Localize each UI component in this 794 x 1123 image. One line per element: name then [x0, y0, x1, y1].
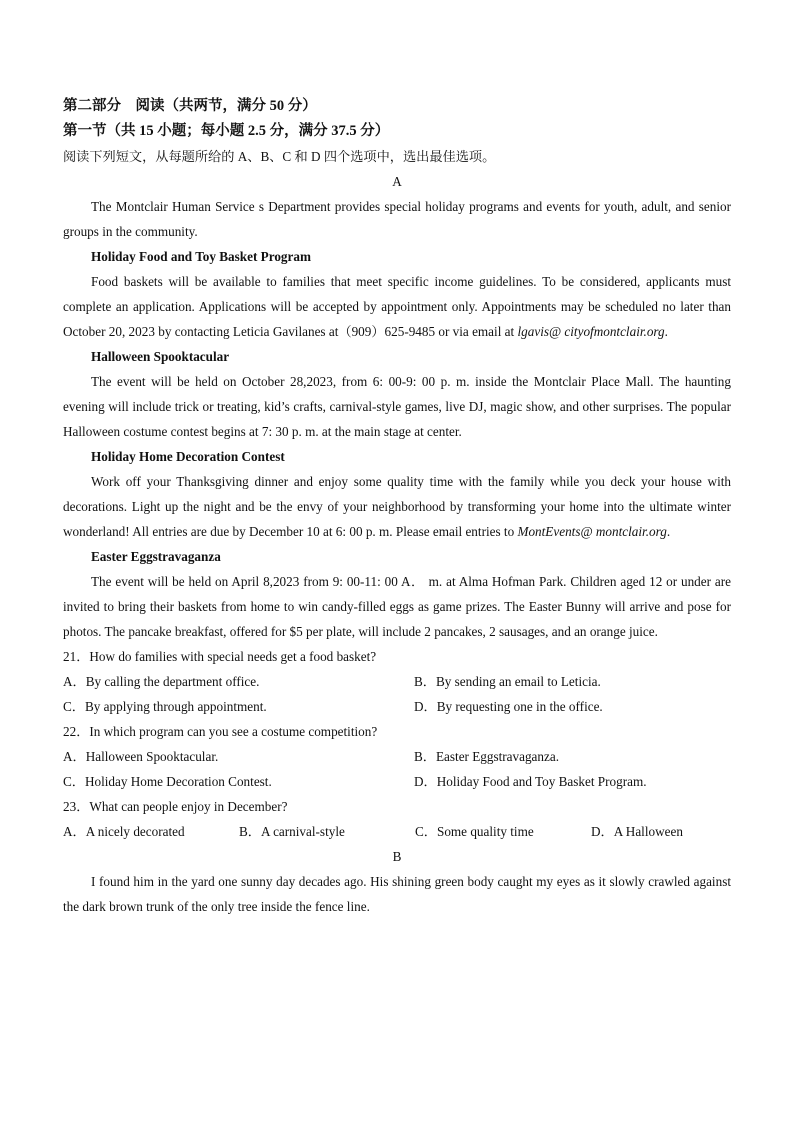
option-23-c: C．Some quality time — [415, 824, 534, 839]
option-21-d: D．By requesting one in the office. — [414, 699, 603, 714]
program-heading-decoration: Holiday Home Decoration Contest — [91, 449, 285, 464]
program-text-easter: The event will be held on April 8,2023 from 9: 00-11: 00 A． m. at Alma Hofman Park. Children aged 12 or under are invited to bring their baskets from home to win candy-filled eggs as game prizes. The Easter Bunny will arrive and pose for photos. The pancake breakfast, offered for $5 per plate, will include 2 pancakes, 2 sausages, and an orange juice. — [63, 574, 731, 639]
option-22-b: B．Easter Eggstravaganza. — [414, 749, 560, 764]
section-title: 第一节（共 15 小题；每小题 2.5 分，满分 37.5 分） — [63, 123, 390, 139]
question-22-stem: 22．In which program can you see a costume competition? — [63, 724, 378, 739]
program-text-food: Food baskets will be available to families that meet specific income guidelines. To be considered, applicants must complete an application. Applications will be accepted by appointment only. Appointments may be scheduled no later than October 20, 2023 by contacting Leticia Gavilanes at（909）625-9485 or via email at lgavis@ cityofmontclair.org. — [63, 274, 731, 339]
passage-a-intro: The Montclair Human Service s Department provides special holiday programs and events for youth, adult, and senior groups in the community. — [63, 199, 731, 239]
option-21-b: B．By sending an email to Leticia. — [414, 674, 601, 689]
question-21-options-row-2 — [63, 694, 731, 719]
option-22-a: A．Halloween Spooktacular. — [63, 749, 219, 764]
email-montevents: MontEvents@ montclair.org — [517, 524, 667, 539]
program-heading-food: Holiday Food and Toy Basket Program — [91, 249, 311, 264]
instruction: 阅读下列短文，从每题所给的 A、B、C 和 D 四个选项中，选出最佳选项。 — [63, 149, 496, 164]
option-22-c: C．Holiday Home Decoration Contest. — [63, 774, 272, 789]
program-heading-easter: Easter Eggstravaganza — [91, 549, 221, 564]
program-text-halloween: The event will be held on October 28,2023, from 6: 00-9: 00 p. m. inside the Montclair Place Mall. The haunting evening will include trick or treating, kid’s crafts, carnival-style games, live DJ, magic show, and other surprises. The popular Halloween costume contest begins at 7: 30 p. m. at the main stage at center. — [63, 374, 731, 439]
question-23-stem: 23．What can people enjoy in December? — [63, 799, 288, 814]
question-21-stem: 21．How do families with special needs get a food basket? — [63, 649, 377, 664]
passage-b-label: B — [392, 849, 402, 864]
option-23-d: D．A Halloween — [591, 824, 683, 839]
question-22-options-row-1 — [63, 744, 731, 769]
program-heading-halloween: Halloween Spooktacular — [91, 349, 230, 364]
option-21-c: C．By applying through appointment. — [63, 699, 267, 714]
option-23-a: A．A nicely decorated — [63, 824, 185, 839]
program-text-decoration: Work off your Thanksgiving dinner and enjoy some quality time with the family while you deck your house with decorations. Light up the night and be the envy of your neighborhood by transforming your home into the ultimate winter wonderland! All entries are due by December 10 at 6: 00 p. m. Please email entries to MontEvents@ montclair.org. — [63, 474, 731, 539]
part-title: 第二部分 阅读（共两节，满分 50 分） — [63, 98, 317, 114]
question-22-options-row-2 — [63, 769, 731, 794]
option-23-b: B．A carnival-style — [239, 824, 345, 839]
option-21-a: A．By calling the department office. — [63, 674, 260, 689]
question-21-options-row-1 — [63, 669, 731, 694]
exam-page — [63, 94, 731, 919]
option-22-d: D．Holiday Food and Toy Basket Program. — [414, 774, 647, 789]
passage-a-label: A — [392, 174, 402, 189]
email-lgavis: lgavis@ cityofmontclair.org — [517, 324, 665, 339]
passage-b-paragraph-1: I found him in the yard one sunny day decades ago. His shining green body caught my eyes as it slowly crawled against the dark brown trunk of the only tree inside the fence line. — [63, 874, 731, 914]
question-23-options — [63, 819, 731, 844]
